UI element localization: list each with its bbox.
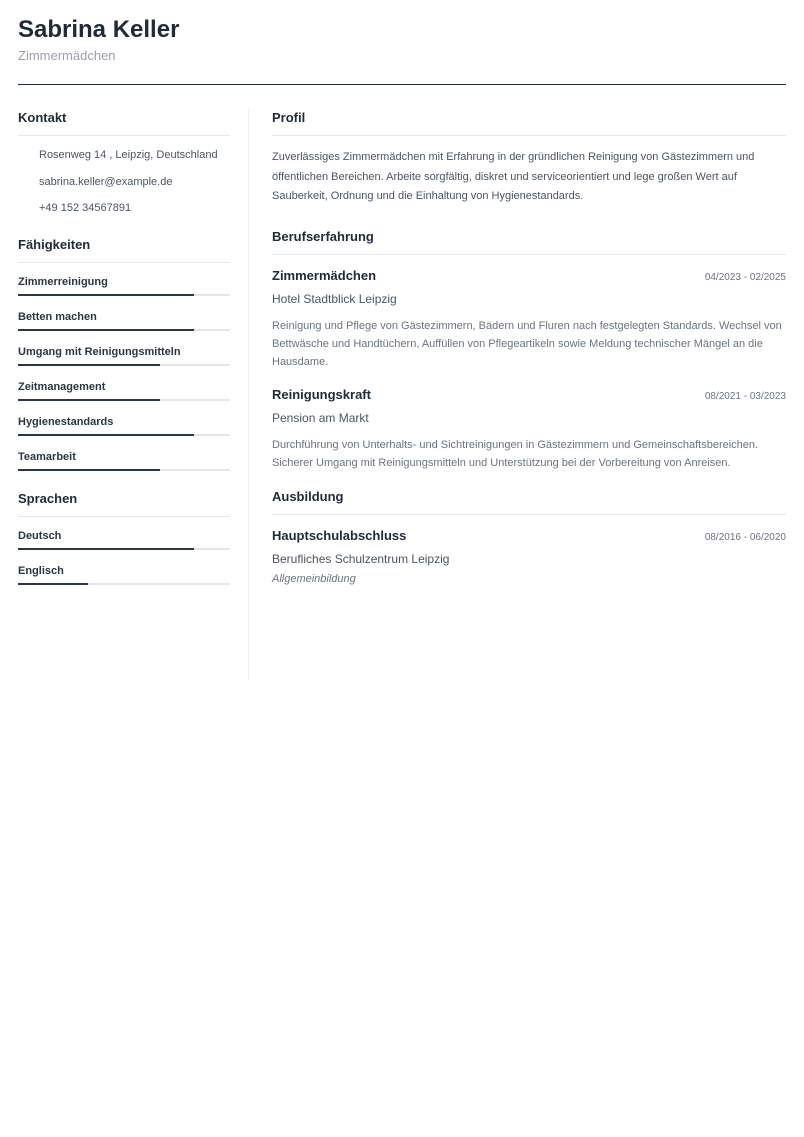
- entry-header: [272, 386, 786, 404]
- entry-school: Berufliches Schulzentrum Leipzig: [272, 551, 450, 566]
- skill-level-bar: [18, 294, 230, 296]
- skill-level-bar: [18, 434, 230, 436]
- skill-item: [18, 310, 230, 331]
- skill-level-bar: [18, 399, 230, 401]
- entry-degree: Hauptschulabschluss: [272, 527, 407, 543]
- contact-phone: +49 152 34567891: [39, 202, 132, 214]
- language-level-bar: [18, 548, 230, 550]
- contact-heading: Kontakt: [18, 108, 230, 136]
- skill-item: [18, 415, 230, 436]
- candidate-title: Zimmermädchen: [18, 48, 116, 63]
- experience-entry: [272, 267, 786, 371]
- entry-dates: 08/2016 - 06/2020: [704, 531, 786, 543]
- languages-list: [18, 529, 230, 585]
- skill-level-fill: [18, 294, 194, 296]
- main-column: [272, 108, 786, 602]
- language-name: Englisch: [18, 565, 64, 577]
- column-divider: [248, 108, 249, 680]
- skill-level-bar: [18, 329, 230, 331]
- entry-role: Zimmermädchen: [272, 267, 377, 283]
- language-level-fill: [18, 583, 88, 585]
- skill-name: Zeitmanagement: [18, 381, 106, 393]
- skill-level-fill: [18, 434, 194, 436]
- entry-description: Durchführung von Unterhalts- und Sichtreinigungen in Gästezimmern und Gemeinschaftsbereichen. Sicherer Umgang mit Reinigungsmitteln und Unterstützung bei der Vorbereitung von Anreisen.: [272, 438, 759, 469]
- entry-dates: 08/2021 - 03/2023: [704, 390, 786, 402]
- skill-level-fill: [18, 329, 194, 331]
- profile-section: [272, 108, 786, 207]
- header-divider: [18, 84, 786, 85]
- skill-name: Umgang mit Reinigungsmitteln: [18, 346, 181, 358]
- experience-section: [272, 227, 786, 472]
- education-heading: Ausbildung: [272, 487, 786, 515]
- entry-organization: Pension am Markt: [272, 410, 369, 425]
- entry-header: [272, 267, 786, 285]
- skill-level-fill: [18, 469, 160, 471]
- language-item: [18, 564, 230, 585]
- skills-heading: Fähigkeiten: [18, 235, 230, 263]
- experience-heading: Berufserfahrung: [272, 227, 786, 255]
- languages-section: [18, 489, 230, 585]
- entry-dates: 04/2023 - 02/2025: [704, 271, 786, 283]
- entry-note: Allgemeinbildung: [272, 572, 356, 585]
- entry-header: [272, 527, 786, 545]
- skills-section: [18, 235, 230, 471]
- skill-item: [18, 450, 230, 471]
- entry-role: Reinigungskraft: [272, 386, 371, 402]
- language-item: [18, 529, 230, 550]
- education-section: [272, 487, 786, 587]
- language-level-bar: [18, 583, 230, 585]
- profile-heading: Profil: [272, 108, 786, 136]
- entry-organization: Hotel Stadtblick Leipzig: [272, 291, 397, 306]
- skill-level-bar: [18, 364, 230, 366]
- language-level-fill: [18, 548, 194, 550]
- experience-entry: [272, 386, 786, 472]
- contact-address: Rosenweg 14 , Leipzig, Deutschland: [39, 149, 218, 161]
- languages-heading: Sprachen: [18, 489, 230, 517]
- skill-level-fill: [18, 364, 160, 366]
- language-name: Deutsch: [18, 530, 62, 542]
- skill-name: Betten machen: [18, 311, 97, 323]
- sidebar: [18, 108, 230, 599]
- profile-text: Zuverlässiges Zimmermädchen mit Erfahrung in der gründlichen Reinigung von Gästezimmern und öffentlichen Bereichen. Arbeite sorgfältig, diskret und serviceorientiert und lege großen Wert auf Sauberkeit, Ordnung und die Einhaltung von Hygienestandards.: [272, 151, 755, 202]
- skill-item: [18, 275, 230, 296]
- education-entry: [272, 527, 786, 587]
- skill-name: Zimmerreinigung: [18, 276, 108, 288]
- candidate-name: Sabrina Keller: [18, 16, 180, 43]
- skill-item: [18, 380, 230, 401]
- skill-name: Teamarbeit: [18, 451, 76, 463]
- contact-email: sabrina.keller@example.de: [39, 175, 173, 188]
- resume-header: [18, 14, 786, 65]
- skill-name: Hygienestandards: [18, 416, 114, 428]
- skill-item: [18, 345, 230, 366]
- skill-level-fill: [18, 399, 160, 401]
- skills-list: [18, 275, 230, 471]
- entry-description: Reinigung und Pflege von Gästezimmern, Bädern und Fluren nach festgelegten Standards. Wechsel von Bettwäsche und Handtüchern, Auffüllen von Pflegeartikeln sowie Meldung technischer Mängel an die Hausdame.: [272, 319, 782, 368]
- skill-level-bar: [18, 469, 230, 471]
- contact-list: [18, 148, 230, 215]
- contact-section: [18, 108, 230, 215]
